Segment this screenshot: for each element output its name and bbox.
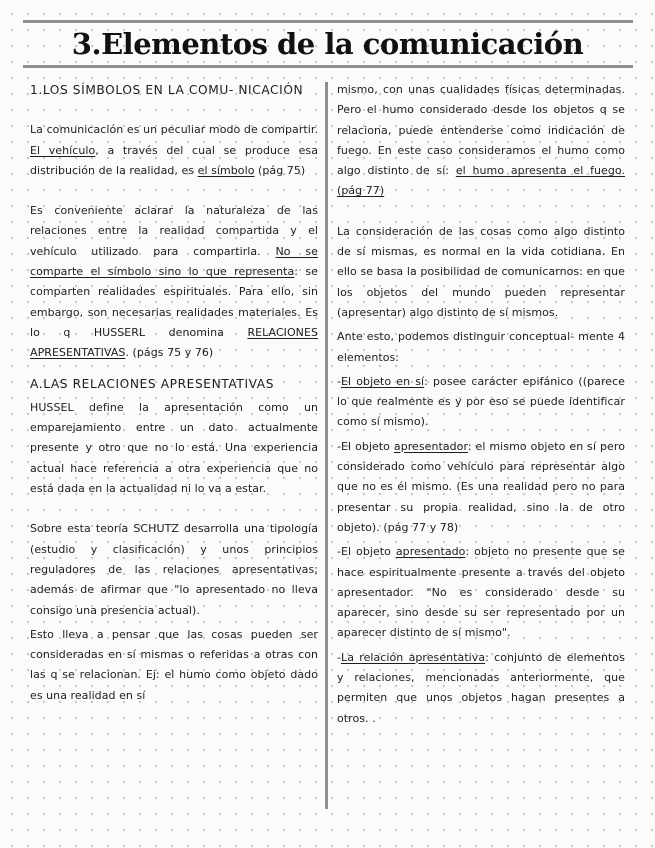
- paragraph-four-elements: Ante esto, podemos distinguir conceptual- mente 4 elementos:: [337, 330, 625, 364]
- right-column: [337, 80, 625, 729]
- paragraph-hussel: HUSSEL define la apresentación como un emparejamiento entre un dato actualmente presente y otro que no lo está. Una experiencia actual hace referencia a otra experiencia que no está dada en la actualidad ni lo va a estar.: [30, 400, 318, 496]
- term-not-symbol: No se comparte el símbolo sino lo que representa: [30, 244, 318, 279]
- term-apresentative-relations: RELACIONES APRESENTATIVAS: [30, 325, 318, 360]
- term-apresented: apresentado: [395, 545, 466, 559]
- column-divider: [325, 82, 328, 809]
- title-rule-bottom: [23, 65, 633, 68]
- term-apresenter: apresentador: [393, 439, 468, 453]
- term-apresentative-relation: La relación apresentativa: [341, 650, 486, 664]
- paragraph-relations: Es conveniente aclarar la naturaleza de las relaciones entre la realidad compartida y el vehículo utilizado para compartirla. No se comparte el símbolo sino lo que representa: se comparten realidades espirituales. Para ello, sin embargo, son necesarias realidades materiales. Es lo q HUSSERL denomina RELACIONES APRESENTATIVAS. (págs 75 y 76): [30, 204, 318, 360]
- section-heading-symbols: 1.LOS SÍMBOLOS EN LA COMU- NICACIÓN: [30, 83, 304, 97]
- paragraph-schutz: Sobre esta teoría SCHUTZ desarrolla una tipología (estudio y clasificación) y unos principios reguladores de las relaciones apresentativas; además de afirmar que "lo apresentado no lleva consigo una presencia actual).: [30, 522, 318, 617]
- section-heading-apresentative: A.LAS RELACIONES APRESENTATIVAS: [30, 376, 275, 391]
- list-item-apresented: -El objeto apresentado: objeto no presente que se hace espiritualmente presente a través del objeto apresentador. "No es considerado desde su aparecer, sino desde su ser representado por un aparecer distinto de sí mismo".: [337, 545, 625, 640]
- term-symbol: el símbolo: [197, 163, 255, 177]
- paragraph-daily-life: La consideración de las cosas como algo distinto de sí mismas, es normal en la vida cotidiana. En ello se basa la posibilidad de comunicarnos: en que los objetos del mundo pueden representar (apresentar) algo distinto de sí mismos.: [337, 224, 625, 319]
- term-smoke-fire: el humo apresenta el fuego. (pág 77): [337, 164, 625, 198]
- list-item-apresenter: -El objeto apresentador: el mismo objeto en sí pero considerado como vehículo para representar algo que no es él mismo. (Es una realidad pero no para presentar su propia realidad, sino la de otro objeto). (pág 77 y 78): [337, 439, 625, 534]
- paragraph-smoke-example: Esto lleva a pensar que las cosas pueden ser consideradas en sí mismas o referidas a otras con las q se relacionan. Ej: el humo como objeto dado es una realidad en sí: [30, 627, 318, 702]
- paragraph-communication: La comunicación es un peculiar modo de compartir. El vehículo, a través del cual se produce esa distribución de la realidad, es el símbolo (pág 75): [30, 123, 319, 177]
- term-object-itself: El objeto en sí: [341, 374, 425, 388]
- title-rule-top: [23, 20, 633, 23]
- list-item-apresentative-relation: -La relación apresentativa: conjunto de elementos y relaciones, mencionadas anteriormente, que permiten que unos objetos hagan presentes a otros. .: [337, 650, 625, 725]
- list-item-object-itself: -El objeto en sí: posee carácter epifánico ((parece lo que realmente es y por eso se puede identificar como sí mismo).: [337, 374, 625, 429]
- term-vehicle: El vehículo: [30, 143, 96, 157]
- page-title: 3.Elementos de la comunicación: [71, 27, 584, 61]
- left-column: [30, 80, 318, 706]
- paragraph-smoke-continued: mismo, con unas cualidades físicas determinadas. Pero el humo considerado desde los objetos q se relaciona, puede entenderse como indicación de fuego. En este caso consideramos el humo como algo distinto de sí: el humo apresenta el fuego. (pág 77): [337, 83, 625, 198]
